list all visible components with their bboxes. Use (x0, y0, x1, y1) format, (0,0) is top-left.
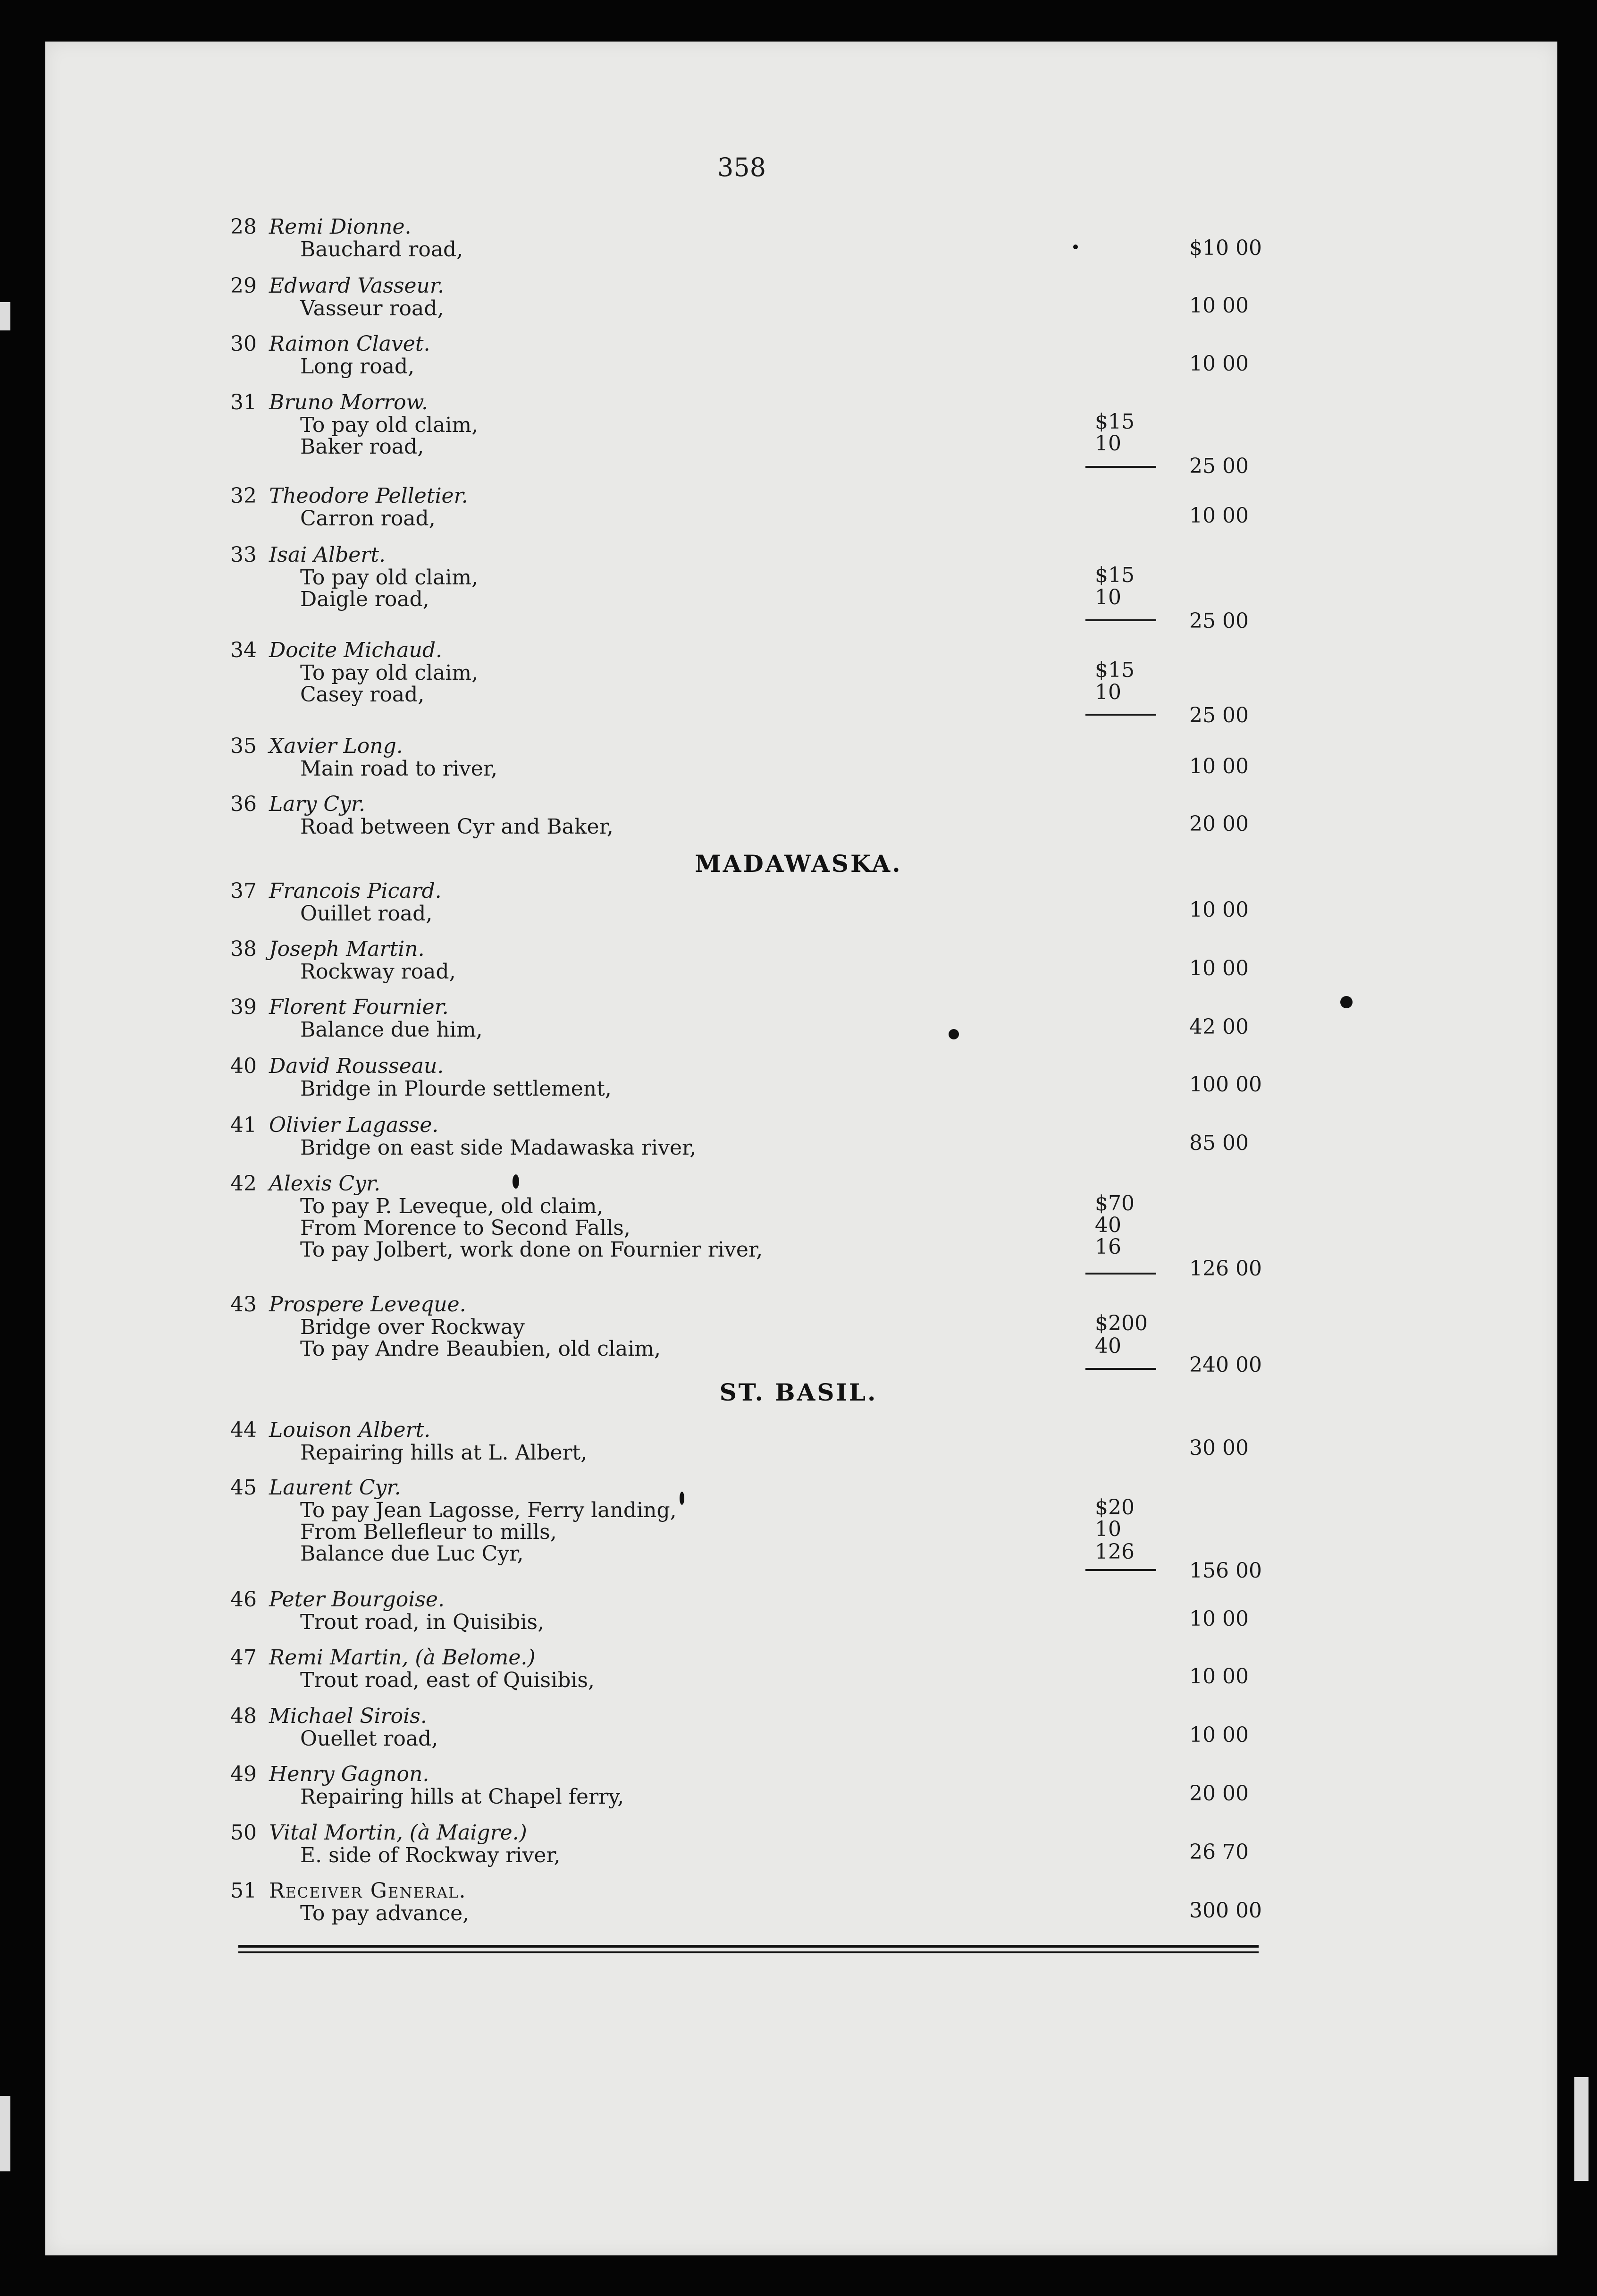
subtotal-rule (1085, 1569, 1156, 1571)
subtotal-rule (1085, 466, 1156, 468)
entry-description: To pay old claim, (300, 661, 479, 685)
entry-number: 41 (230, 1113, 257, 1137)
sub-amount: 10 (1095, 431, 1121, 456)
payee-name: Edward Vasseur. (269, 274, 445, 298)
sub-amount: $15 (1095, 658, 1135, 682)
subtotal-rule (1085, 1273, 1156, 1275)
entry-description: To pay advance, (300, 1901, 470, 1925)
entry-amount: 25 00 (1189, 454, 1249, 478)
ink-speck (1340, 996, 1353, 1008)
entry-amount: 42 00 (1189, 1015, 1249, 1039)
entry-description: From Morence to Second Falls, (300, 1216, 630, 1240)
entry-amount: 156 00 (1189, 1559, 1262, 1583)
entry-description: Rockway road, (300, 960, 456, 984)
scan-edge-mark (0, 302, 10, 330)
entry-description: Bridge on east side Madawaska river, (300, 1136, 697, 1160)
entry-description: E. side of Rockway river, (300, 1843, 561, 1867)
entry-description: Main road to river, (300, 757, 497, 781)
sub-amount: $20 (1095, 1495, 1135, 1519)
entry-amount: 10 00 (1189, 352, 1249, 376)
entry-amount: 126 00 (1189, 1257, 1262, 1281)
entry-description: To pay Jolbert, work done on Fournier river, (300, 1238, 763, 1262)
entry-amount: 10 00 (1189, 956, 1249, 980)
payee-name: Xavier Long. (269, 734, 403, 758)
sub-amount: 16 (1095, 1235, 1121, 1259)
entry-number: 28 (230, 215, 257, 239)
entry-description: To pay Jean Lagosse, Ferry landing, (300, 1498, 677, 1522)
payee-name: Raimon Clavet. (269, 332, 430, 356)
entry-number: 39 (230, 995, 257, 1019)
sub-amount: 126 (1095, 1540, 1135, 1564)
subtotal-rule (1085, 714, 1156, 716)
entry-number: 42 (230, 1172, 257, 1196)
entry-description: Bauchard road, (300, 237, 463, 262)
entry-number: 46 (230, 1587, 257, 1612)
entry-number: 37 (230, 879, 257, 903)
sub-amount: 10 (1095, 585, 1121, 609)
entry-description: Daigle road, (300, 587, 429, 611)
entry-number: 32 (230, 484, 257, 508)
payee-name: Francois Picard. (269, 879, 442, 903)
ink-speck (1073, 245, 1078, 249)
entry-description: Balance due Luc Cyr, (300, 1542, 524, 1566)
entry-number: 45 (230, 1476, 257, 1500)
payee-name: Joseph Martin. (269, 937, 425, 961)
payee-name: Remi Martin, (à Belome.) (269, 1646, 536, 1670)
entry-number: 47 (230, 1646, 257, 1670)
subtotal-rule (1085, 619, 1156, 621)
entry-amount: 10 00 (1189, 898, 1249, 922)
entry-amount: 25 00 (1189, 609, 1249, 633)
entry-description: Ouillet road, (300, 902, 433, 926)
entry-number: 51 (230, 1879, 257, 1903)
payee-name: Michael Sirois. (269, 1704, 427, 1728)
entry-number: 29 (230, 274, 257, 298)
entry-number: 34 (230, 638, 257, 662)
payee-name: Louison Albert. (269, 1418, 431, 1442)
entry-number: 36 (230, 792, 257, 816)
entry-description: Long road, (300, 355, 415, 379)
entry-amount: 10 00 (1189, 1664, 1249, 1688)
sub-amount: $200 (1095, 1311, 1148, 1335)
entry-number: 40 (230, 1054, 257, 1078)
sub-amount: 40 (1095, 1334, 1121, 1358)
entry-number: 44 (230, 1418, 257, 1442)
entry-amount: 85 00 (1189, 1131, 1249, 1155)
entry-description: To pay old claim, (300, 413, 479, 437)
entry-description: Repairing hills at Chapel ferry, (300, 1785, 624, 1809)
entry-description: Repairing hills at L. Albert, (300, 1441, 588, 1465)
payee-name: David Rousseau. (269, 1054, 444, 1078)
payee-name: Theodore Pelletier. (269, 484, 468, 508)
closing-double-rule (238, 1945, 1259, 1948)
entry-description: To pay Andre Beaubien, old claim, (300, 1337, 661, 1361)
entry-amount: 300 00 (1189, 1899, 1262, 1923)
entry-number: 31 (230, 390, 257, 414)
entry-amount: 10 00 (1189, 504, 1249, 528)
payee-name: Lary Cyr. (269, 792, 366, 816)
section-heading-st-basil: ST. BASIL. (719, 1378, 878, 1406)
entry-description: Ouellet road, (300, 1727, 438, 1751)
entry-number: 50 (230, 1821, 257, 1845)
entry-number: 38 (230, 937, 257, 961)
payee-name: Florent Fournier. (269, 995, 449, 1019)
entry-amount: 26 70 (1189, 1840, 1249, 1864)
payee-name: Henry Gagnon. (269, 1762, 429, 1786)
entry-description: Casey road, (300, 683, 425, 707)
payee-name: Peter Bourgoise. (269, 1587, 445, 1612)
entry-amount: 20 00 (1189, 812, 1249, 836)
entry-description: Balance due him, (300, 1018, 483, 1042)
payee-name: Vital Mortin, (à Maigre.) (269, 1821, 527, 1845)
payee-name: Isai Albert. (269, 543, 386, 567)
entry-amount: 20 00 (1189, 1781, 1249, 1806)
entry-amount: 10 00 (1189, 1723, 1249, 1747)
section-heading-madawaska: MADAWASKA. (695, 850, 902, 878)
entry-description: To pay old claim, (300, 566, 479, 590)
payee-name: Receiver General. (269, 1879, 467, 1903)
entry-description: Bridge over Rockway (300, 1315, 525, 1339)
entry-number: 30 (230, 332, 257, 356)
entry-amount: $10 00 (1189, 236, 1262, 260)
entry-description: From Bellefleur to mills, (300, 1520, 557, 1544)
document-page (45, 42, 1557, 2255)
entry-number: 35 (230, 734, 257, 758)
entry-description: Trout road, in Quisibis, (300, 1610, 545, 1634)
entry-amount: 100 00 (1189, 1072, 1262, 1097)
payee-name: Laurent Cyr. (269, 1476, 401, 1500)
ink-speck (513, 1174, 519, 1189)
page-number: 358 (717, 152, 766, 182)
sub-amount: 40 (1095, 1213, 1121, 1237)
subtotal-rule (1085, 1368, 1156, 1370)
entry-amount: 30 00 (1189, 1436, 1249, 1460)
entry-description: To pay P. Leveque, old claim, (300, 1194, 604, 1218)
entry-description: Trout road, east of Quisibis, (300, 1668, 595, 1692)
payee-name: Bruno Morrow. (269, 390, 429, 414)
entry-amount: 10 00 (1189, 754, 1249, 778)
entry-description: Road between Cyr and Baker, (300, 815, 614, 839)
sub-amount: 10 (1095, 1517, 1121, 1541)
entry-number: 43 (230, 1292, 257, 1317)
payee-name: Alexis Cyr. (269, 1172, 381, 1196)
sub-amount: $15 (1095, 410, 1135, 434)
entry-description: Bridge in Plourde settlement, (300, 1077, 612, 1101)
entry-number: 33 (230, 543, 257, 567)
ink-speck (680, 1492, 684, 1505)
entry-number: 48 (230, 1704, 257, 1728)
entry-amount: 10 00 (1189, 294, 1249, 318)
entry-number: 49 (230, 1762, 257, 1786)
closing-double-rule-lower (238, 1951, 1259, 1953)
ink-speck (949, 1029, 959, 1039)
entry-description: Carron road, (300, 506, 436, 531)
entry-amount: 25 00 (1189, 703, 1249, 727)
entry-amount: 10 00 (1189, 1607, 1249, 1631)
sub-amount: 10 (1095, 680, 1121, 704)
entry-description: Baker road, (300, 435, 424, 459)
sub-amount: $70 (1095, 1191, 1135, 1216)
payee-name: Remi Dionne. (269, 215, 412, 239)
entry-description: Vasseur road, (300, 296, 444, 321)
payee-name: Olivier Lagasse. (269, 1113, 439, 1137)
payee-name: Prospere Leveque. (269, 1292, 466, 1317)
scan-edge-mark (1574, 2077, 1589, 2181)
scan-edge-mark (0, 2096, 10, 2171)
payee-name: Docite Michaud. (269, 638, 443, 662)
entry-amount: 240 00 (1189, 1353, 1262, 1377)
sub-amount: $15 (1095, 563, 1135, 587)
